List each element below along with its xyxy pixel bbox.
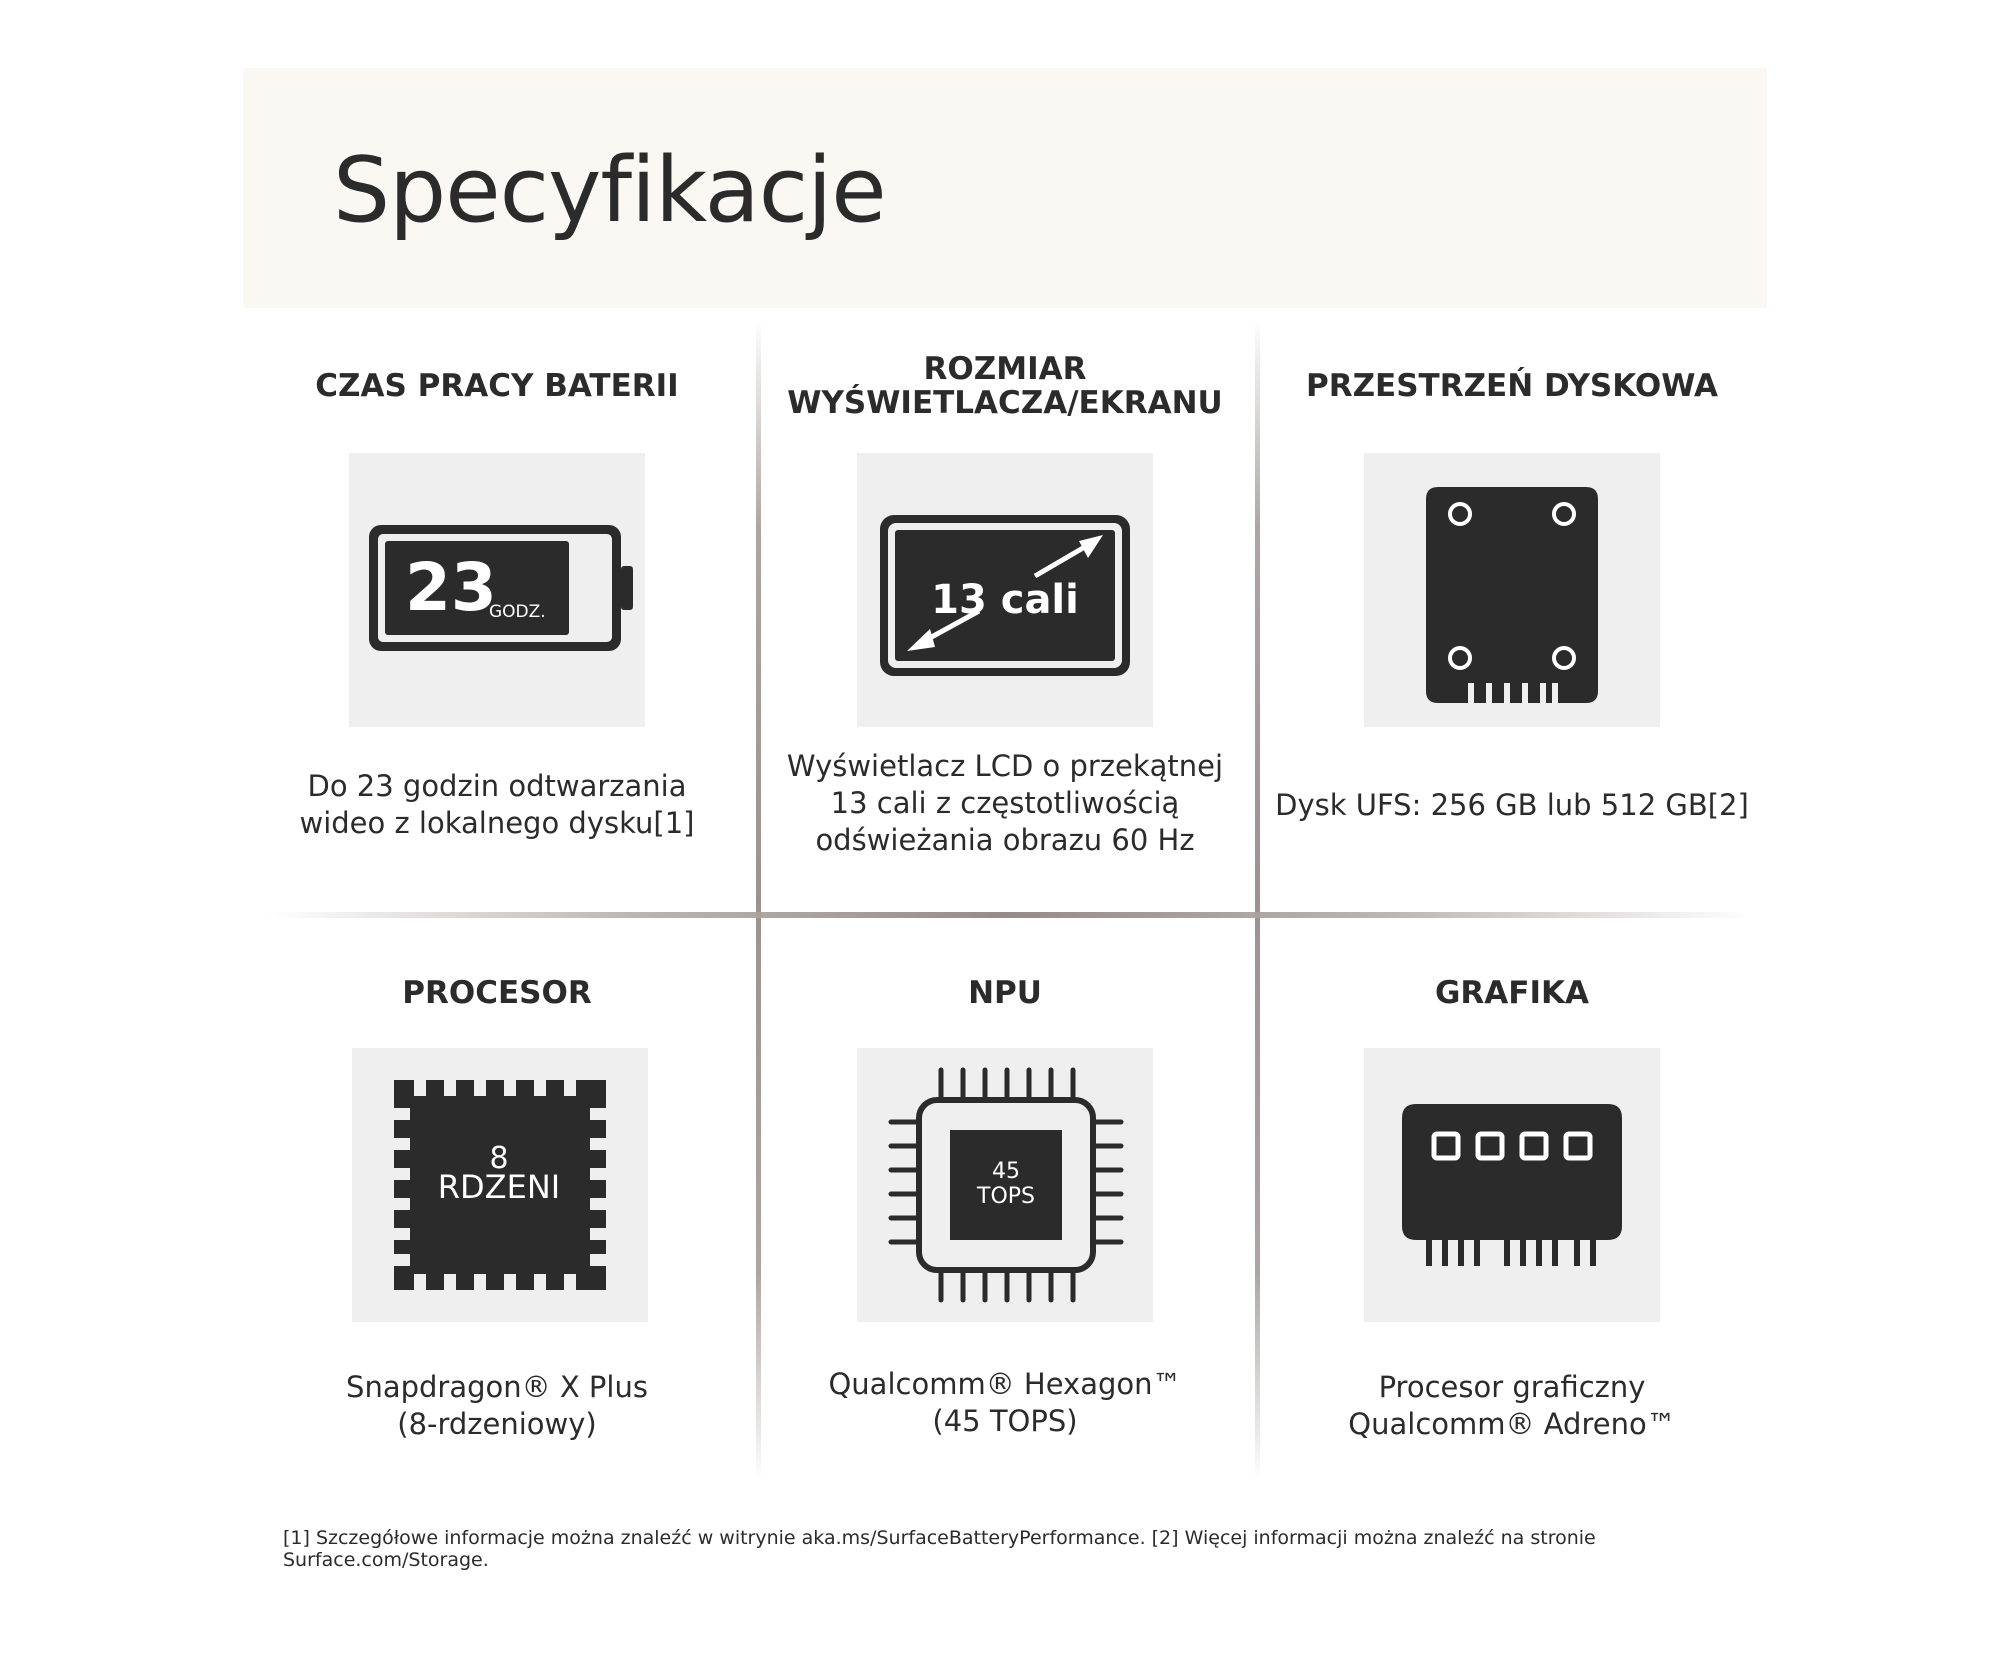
display-icon [857,453,1153,727]
processor-core-unit: RDZENI [437,1168,561,1206]
processor-core-count: 8 [489,1141,509,1176]
npu-value: 45 [992,1159,1020,1184]
processor-chip-icon [352,1048,648,1322]
spec-title: GRAFIKA [1434,975,1590,1011]
battery-icon [349,453,645,727]
footnote: [1] Szczegółowe informacje można znaleźć w witrynie aka.ms/SurfaceBatteryPerformance. [2] Więcej informacji można znaleźć na stronie Surface.com/Storage. [283,1527,1596,1571]
battery-value: 23 [405,549,497,626]
battery-unit: GODZ. [489,602,546,622]
spec-title: ROZMIAR WYŚWIETLACZA/EKRANU [787,351,1223,421]
spec-description: Do 23 godzin odtwarzania wideo z lokalnego dysku[1] [299,769,695,840]
spec-title: PROCESOR [402,975,592,1011]
divider-horizontal [268,912,1752,918]
spec-description: Qualcomm® Hexagon™ (45 TOPS) [828,1367,1182,1438]
spec-description: Wyświetlacz LCD o przekątnej 13 cali z częstotliwością odświeżania obrazu 60 Hz [786,749,1224,857]
npu-unit: TOPS [977,1184,1035,1209]
spec-title: PRZESTRZEŃ DYSKOWA [1305,368,1718,404]
storage-drive-icon [1364,453,1660,727]
divider-vertical-1 [756,318,761,1483]
spec-description: Dysk UFS: 256 GB lub 512 GB[2] [1275,788,1749,822]
graphics-card-icon [1364,1048,1660,1322]
npu-chip-icon [857,1048,1153,1322]
divider-vertical-2 [1255,318,1260,1483]
page-title: Specyfikacje [333,138,886,243]
display-value: 13 cali [931,577,1079,623]
spec-description: Procesor graficzny Qualcomm® Adreno™ [1348,1370,1676,1441]
spec-title: NPU [968,975,1042,1011]
spec-description: Snapdragon® X Plus (8-rdzeniowy) [346,1370,648,1441]
spec-title: CZAS PRACY BATERII [315,368,679,404]
